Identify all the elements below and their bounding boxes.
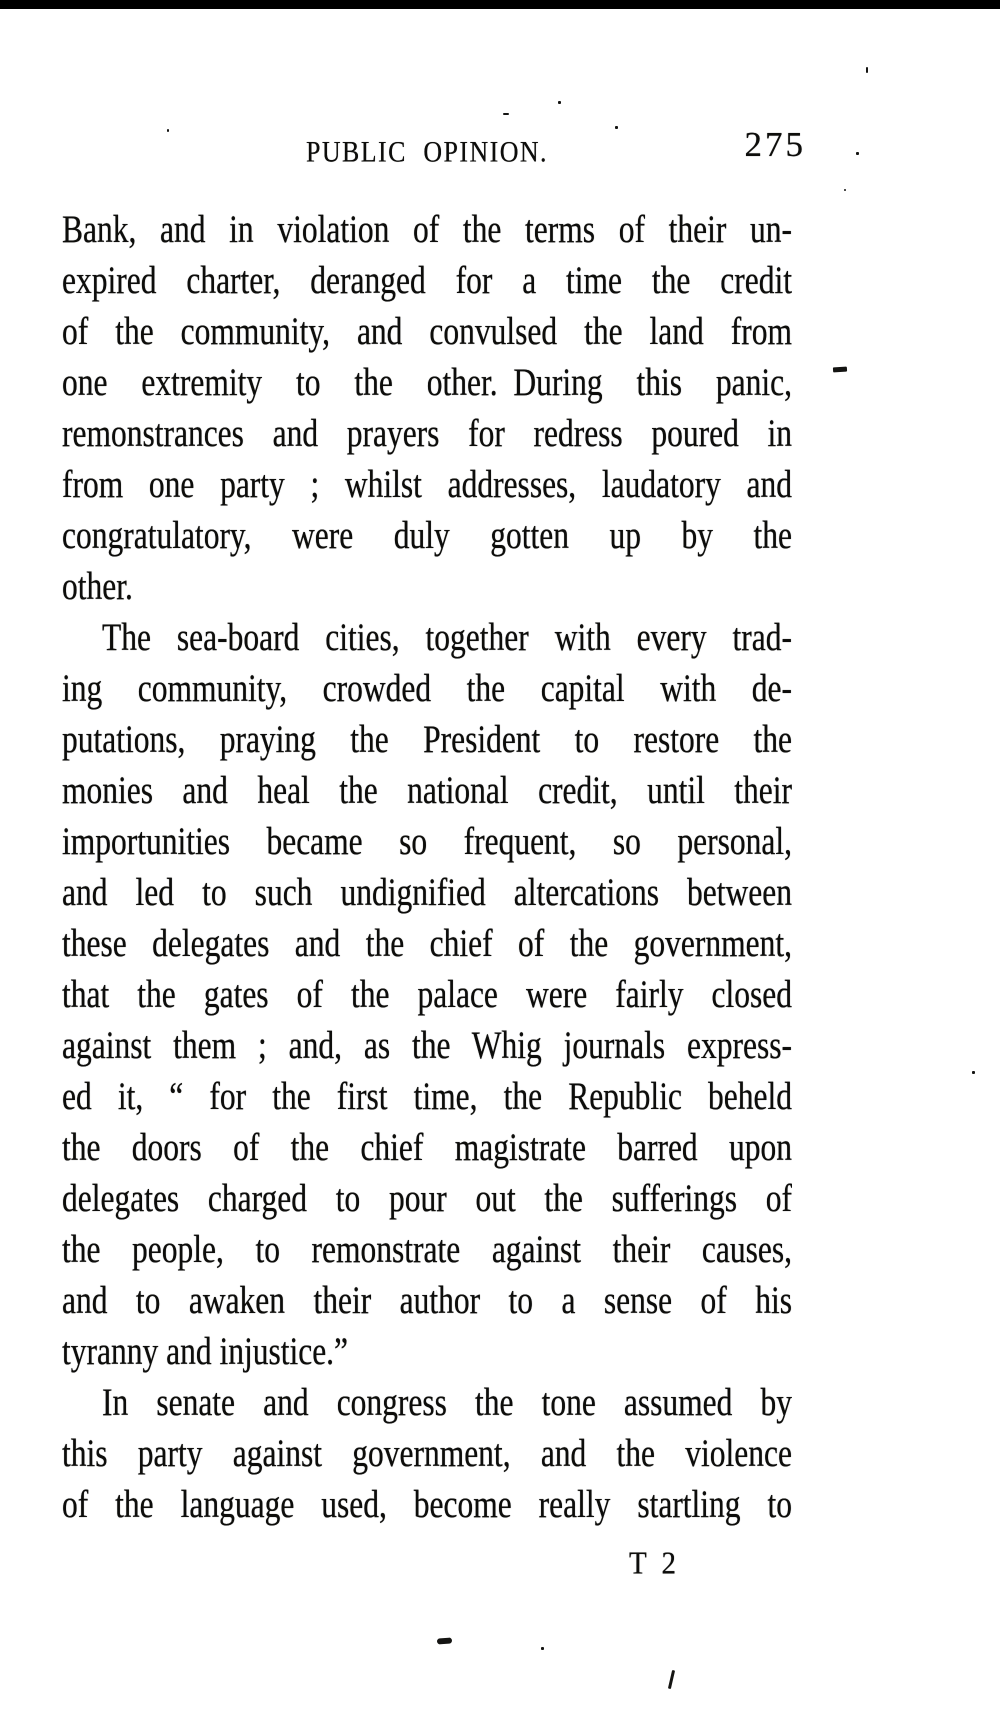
scan-speck — [844, 189, 846, 191]
text-line: ed it, “ for the first time, the Republic beheld — [62, 1074, 792, 1118]
text-line: and to awaken their author to a sense of his — [62, 1278, 792, 1322]
text-line: the doors of the chief magistrate barred upon — [62, 1125, 792, 1169]
text-line: putations, praying the President to restore the — [62, 717, 792, 761]
scan-edge-bar — [0, 0, 1000, 9]
text-line: from one party ; whilst addresses, laudatory and — [62, 462, 792, 506]
text-line: Bank, and in violation of the terms of their un- — [62, 207, 792, 251]
scan-speck — [167, 129, 169, 132]
text-line: tyranny and injustice.” — [62, 1329, 349, 1373]
text-line: and led to such undignified altercations between — [62, 870, 792, 914]
scan-speck — [503, 113, 509, 115]
text-line: against them ; and, as the Whig journals express- — [62, 1023, 792, 1067]
text-block — [62, 206, 792, 1532]
text-line: the people, to remonstrate against their causes, — [62, 1227, 792, 1271]
text-line: monies and heal the national credit, until their — [62, 768, 792, 812]
running-head-title: PUBLIC OPINION. — [306, 135, 548, 169]
text-line: other. — [62, 564, 133, 608]
scan-speck — [541, 1647, 544, 1650]
text-line: In senate and congress the tone assumed by — [102, 1380, 792, 1424]
printer-signature: T 2 — [629, 1546, 680, 1582]
scan-speck — [972, 1071, 975, 1074]
text-line: The sea-board cities, together with every trad- — [102, 615, 792, 659]
text-line: congratulatory, were duly gotten up by the — [62, 513, 792, 557]
text-line: remonstrances and prayers for redress poured in — [62, 411, 792, 455]
text-line: delegates charged to pour out the sufferings of — [62, 1176, 792, 1220]
scan-speck — [615, 126, 618, 129]
text-line: of the language used, become really startling to — [62, 1482, 792, 1526]
scan-speck — [668, 1670, 675, 1689]
text-line: one extremity to the other. During this panic, — [62, 360, 792, 404]
text-line: ing community, crowded the capital with de- — [62, 666, 792, 710]
scan-speck — [866, 67, 868, 73]
page-number: 275 — [744, 125, 806, 164]
text-line: that the gates of the palace were fairly closed — [62, 972, 792, 1016]
scan-speck — [558, 101, 561, 104]
text-line: these delegates and the chief of the government, — [62, 921, 792, 965]
text-line: this party against government, and the violence — [62, 1431, 792, 1475]
scan-speck — [437, 1637, 452, 1644]
text-line: expired charter, deranged for a time the credit — [62, 258, 792, 302]
scan-speck — [833, 367, 847, 373]
text-line: importunities became so frequent, so personal, — [62, 819, 792, 863]
scan-speck — [856, 152, 859, 155]
text-line: of the community, and convulsed the land from — [62, 309, 792, 353]
